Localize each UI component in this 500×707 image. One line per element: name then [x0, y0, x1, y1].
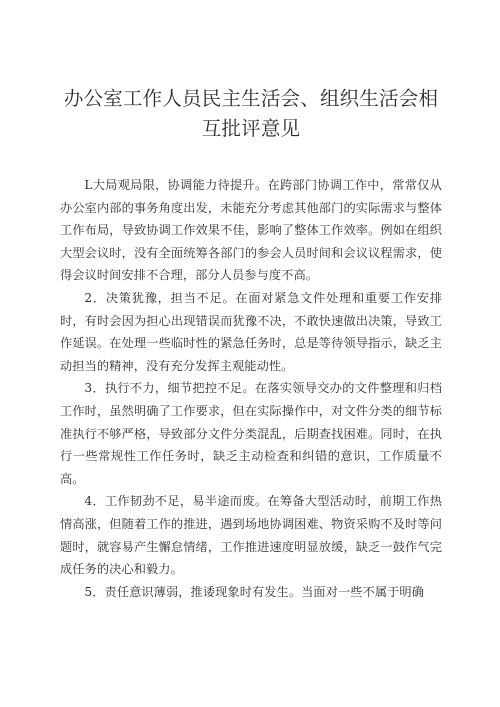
paragraph-3: 3．执行不力，细节把控不足。在落实领导交办的文件整理和归档工作时，虽然明确了工作要求，但在实际操作中，对文件分类的细节标准执行不够严格，导致部分文件分类混乱，后期查找困难。同时，在执行一些常规性工作任务时，缺乏主动检查和纠错的意识，工作质量不高。: [60, 381, 442, 486]
document-title: 办公室工作人员民主生活会、组织生活会相互批评意见: [63, 87, 439, 140]
paragraph-1: L大局观局限，协调能力待提升。在跨部门协调工作中，常常仅从办公室内部的事务角度出发，未能充分考虑其他部门的实际需求与整体工作布局，导致协调工作效果不佳，影响了整体工作效率。例如在组织大型会议时，没有全面统筹各部门的参会人员时间和会议议程需求，使得会议时间安排不合理，部分人员参与度不高。: [60, 178, 442, 283]
paragraph-4: 4．工作韧劲不足，易半途而废。在筹备大型活动时，前期工作热情高涨，但随着工作的推进，遇到场地协调困难、物资采购不及时等问题时，就容易产生懈怠情绪，工作推进速度明显放缓，缺乏一鼓作气完成任务的决心和毅力。: [60, 494, 442, 577]
document-body: [60, 174, 442, 603]
paragraph-2: 2．决策犹豫，担当不足。在面对紧急文件处理和重要工作安排时，有时会因为担心出现错误而犹豫不决，不敢快速做出决策，导致工作延误。在处理一些临时性的紧急任务时，总是等待领导指示，缺乏主动担当的精神，没有充分发挥主观能动性。: [60, 290, 442, 373]
paragraph-5: 5．责任意识薄弱，推诿现象时有发生。当面对一些不属于明确: [84, 584, 425, 599]
